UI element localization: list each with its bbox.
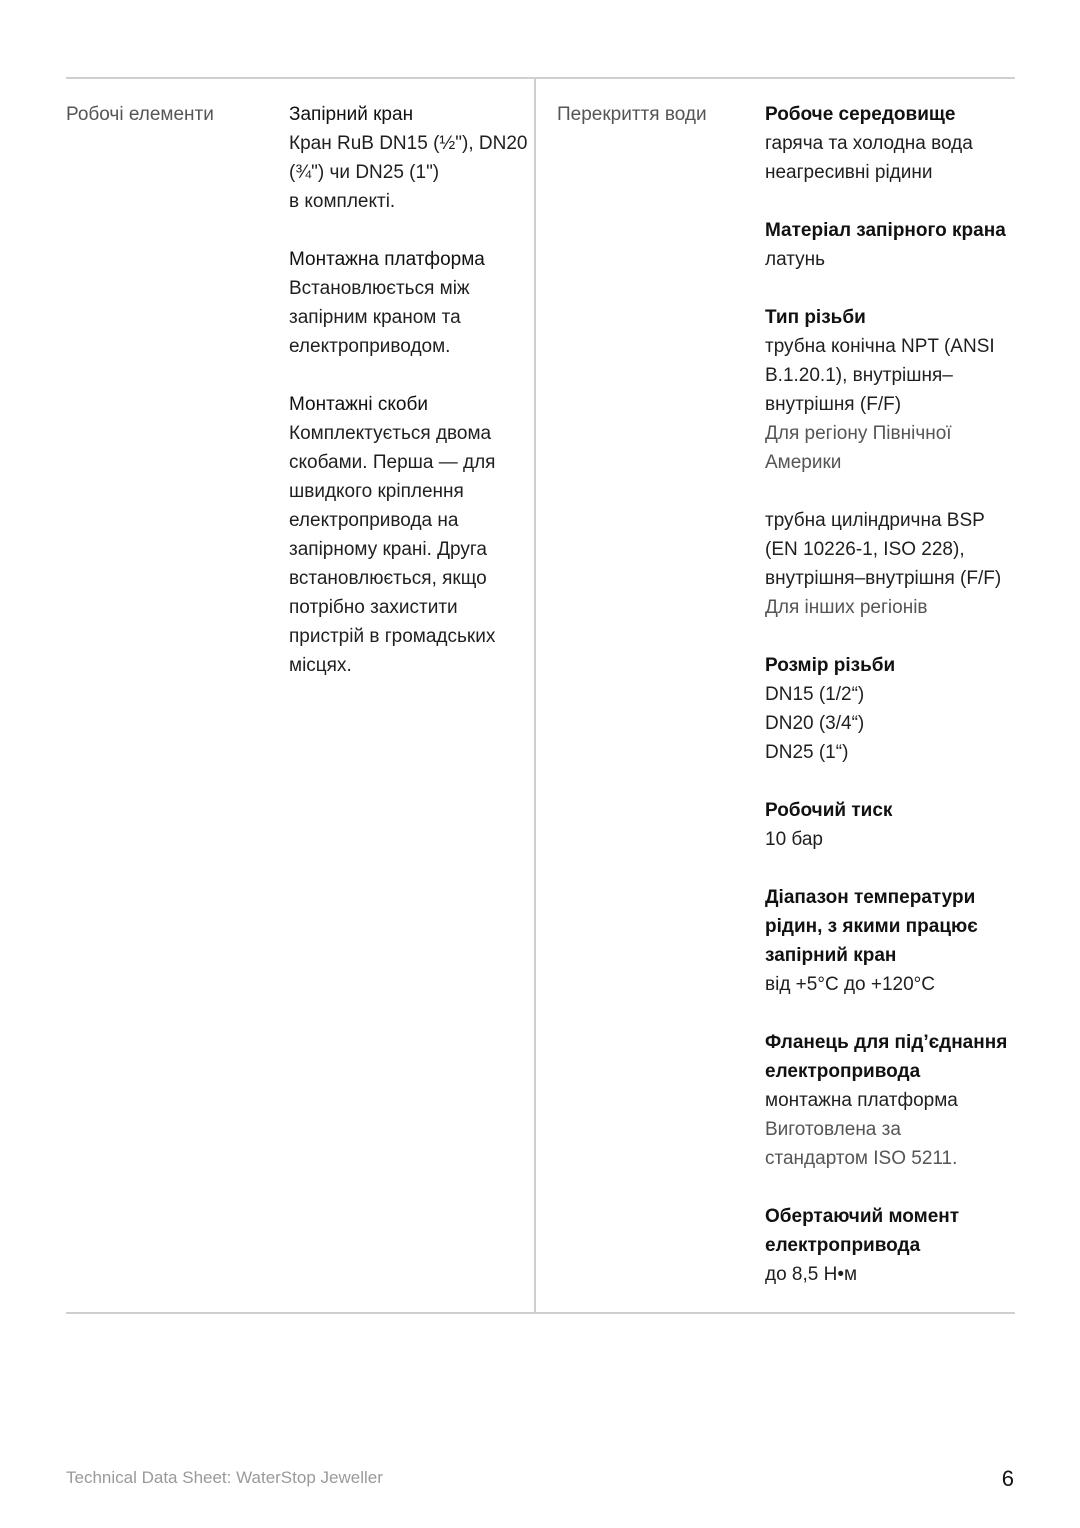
spec-value: неагресивні рідини <box>765 162 933 183</box>
spec-heading: Запірний кран <box>289 104 414 125</box>
spec-heading: Фланець для під’єднання <box>765 1032 1008 1053</box>
spec-value: DN20 (3/4“) <box>765 713 865 734</box>
spec-block <box>765 216 1015 274</box>
spec-value: від +5°С до +120°С <box>765 974 935 995</box>
spec-value: гаряча та холодна вода <box>765 133 973 154</box>
spec-value: DN25 (1“) <box>765 742 849 763</box>
spec-value: монтажна платформа <box>765 1090 958 1111</box>
spec-value: внутрішня (F/F) <box>765 394 902 415</box>
spec-heading: Робочий тиск <box>765 800 893 821</box>
spec-note: Для інших регіонів <box>765 597 928 618</box>
spec-block <box>765 506 1015 622</box>
spec-heading: запірний кран <box>765 945 897 966</box>
working-elements-column <box>289 100 529 709</box>
spec-note: Виготовлена за <box>765 1119 901 1140</box>
spec-heading: Тип різьби <box>765 307 866 328</box>
spec-text: електроприводом. <box>289 336 451 357</box>
section-label-water-shutoff: Перекриття води <box>557 104 707 125</box>
water-shutoff-column <box>765 100 1015 1318</box>
spec-value: DN15 (1/2“) <box>765 684 865 705</box>
footer-doc-title: Technical Data Sheet: WaterStop Jeweller <box>66 1468 383 1487</box>
spec-note: стандартом ISO 5211. <box>765 1148 958 1169</box>
spec-block <box>765 883 1015 999</box>
spec-block <box>289 390 529 680</box>
spec-block <box>765 651 1015 767</box>
spec-text: пристрій в громадських <box>289 626 496 647</box>
spec-note: Для регіону Північної <box>765 423 952 444</box>
spec-text: потрібно захистити <box>289 597 458 618</box>
spec-heading: Робоче середовище <box>765 104 956 125</box>
spec-heading: електропривода <box>765 1061 921 1082</box>
spec-heading: Обертаючий момент <box>765 1206 960 1227</box>
spec-block <box>765 1028 1015 1173</box>
spec-text: Встановлюється між <box>289 278 470 299</box>
spec-text: швидкого кріплення <box>289 481 464 502</box>
column-divider <box>534 78 536 1313</box>
spec-heading: Діапазон температури <box>765 887 976 908</box>
spec-value: до 8,5 Н•м <box>765 1264 858 1285</box>
spec-text: запірному крані. Друга <box>289 539 487 560</box>
spec-block <box>765 796 1015 854</box>
spec-block <box>765 1202 1015 1289</box>
section-label-working-elements: Робочі елементи <box>66 104 214 125</box>
spec-heading: рідин, з якими працює <box>765 916 978 937</box>
spec-value: 10 бар <box>765 829 823 850</box>
spec-block <box>289 100 529 216</box>
spec-heading: Розмір різьби <box>765 655 896 676</box>
spec-value: латунь <box>765 249 826 270</box>
spec-heading: Монтажна платформа <box>289 249 485 270</box>
spec-text: встановлюється, якщо <box>289 568 487 589</box>
spec-block <box>289 245 529 361</box>
spec-value: внутрішня–внутрішня (F/F) <box>765 568 1002 589</box>
spec-value: B.1.20.1), внутрішня– <box>765 365 953 386</box>
spec-value: (EN 10226-1, ISO 228), <box>765 539 965 560</box>
spec-heading: Монтажні скоби <box>289 394 428 415</box>
page-number: 6 <box>1001 1466 1014 1491</box>
spec-text: електропривода на <box>289 510 459 531</box>
spec-text: (¾") чи DN25 (1") <box>289 162 440 183</box>
spec-text: місцях. <box>289 655 352 676</box>
spec-text: скобами. Перша — для <box>289 452 496 473</box>
top-divider <box>66 77 1015 79</box>
spec-text: запірним краном та <box>289 307 461 328</box>
spec-text: Комплектується двома <box>289 423 492 444</box>
spec-heading: електропривода <box>765 1235 921 1256</box>
spec-text: Кран RuB DN15 (½"), DN20 <box>289 133 528 154</box>
spec-block <box>765 100 1015 187</box>
spec-value: трубна конічна NPT (ANSI <box>765 336 995 357</box>
spec-block <box>765 303 1015 477</box>
spec-text: в комплекті. <box>289 191 396 212</box>
spec-value: трубна циліндрична BSP <box>765 510 985 531</box>
spec-note: Америки <box>765 452 842 473</box>
spec-heading: Матеріал запірного крана <box>765 220 1006 241</box>
